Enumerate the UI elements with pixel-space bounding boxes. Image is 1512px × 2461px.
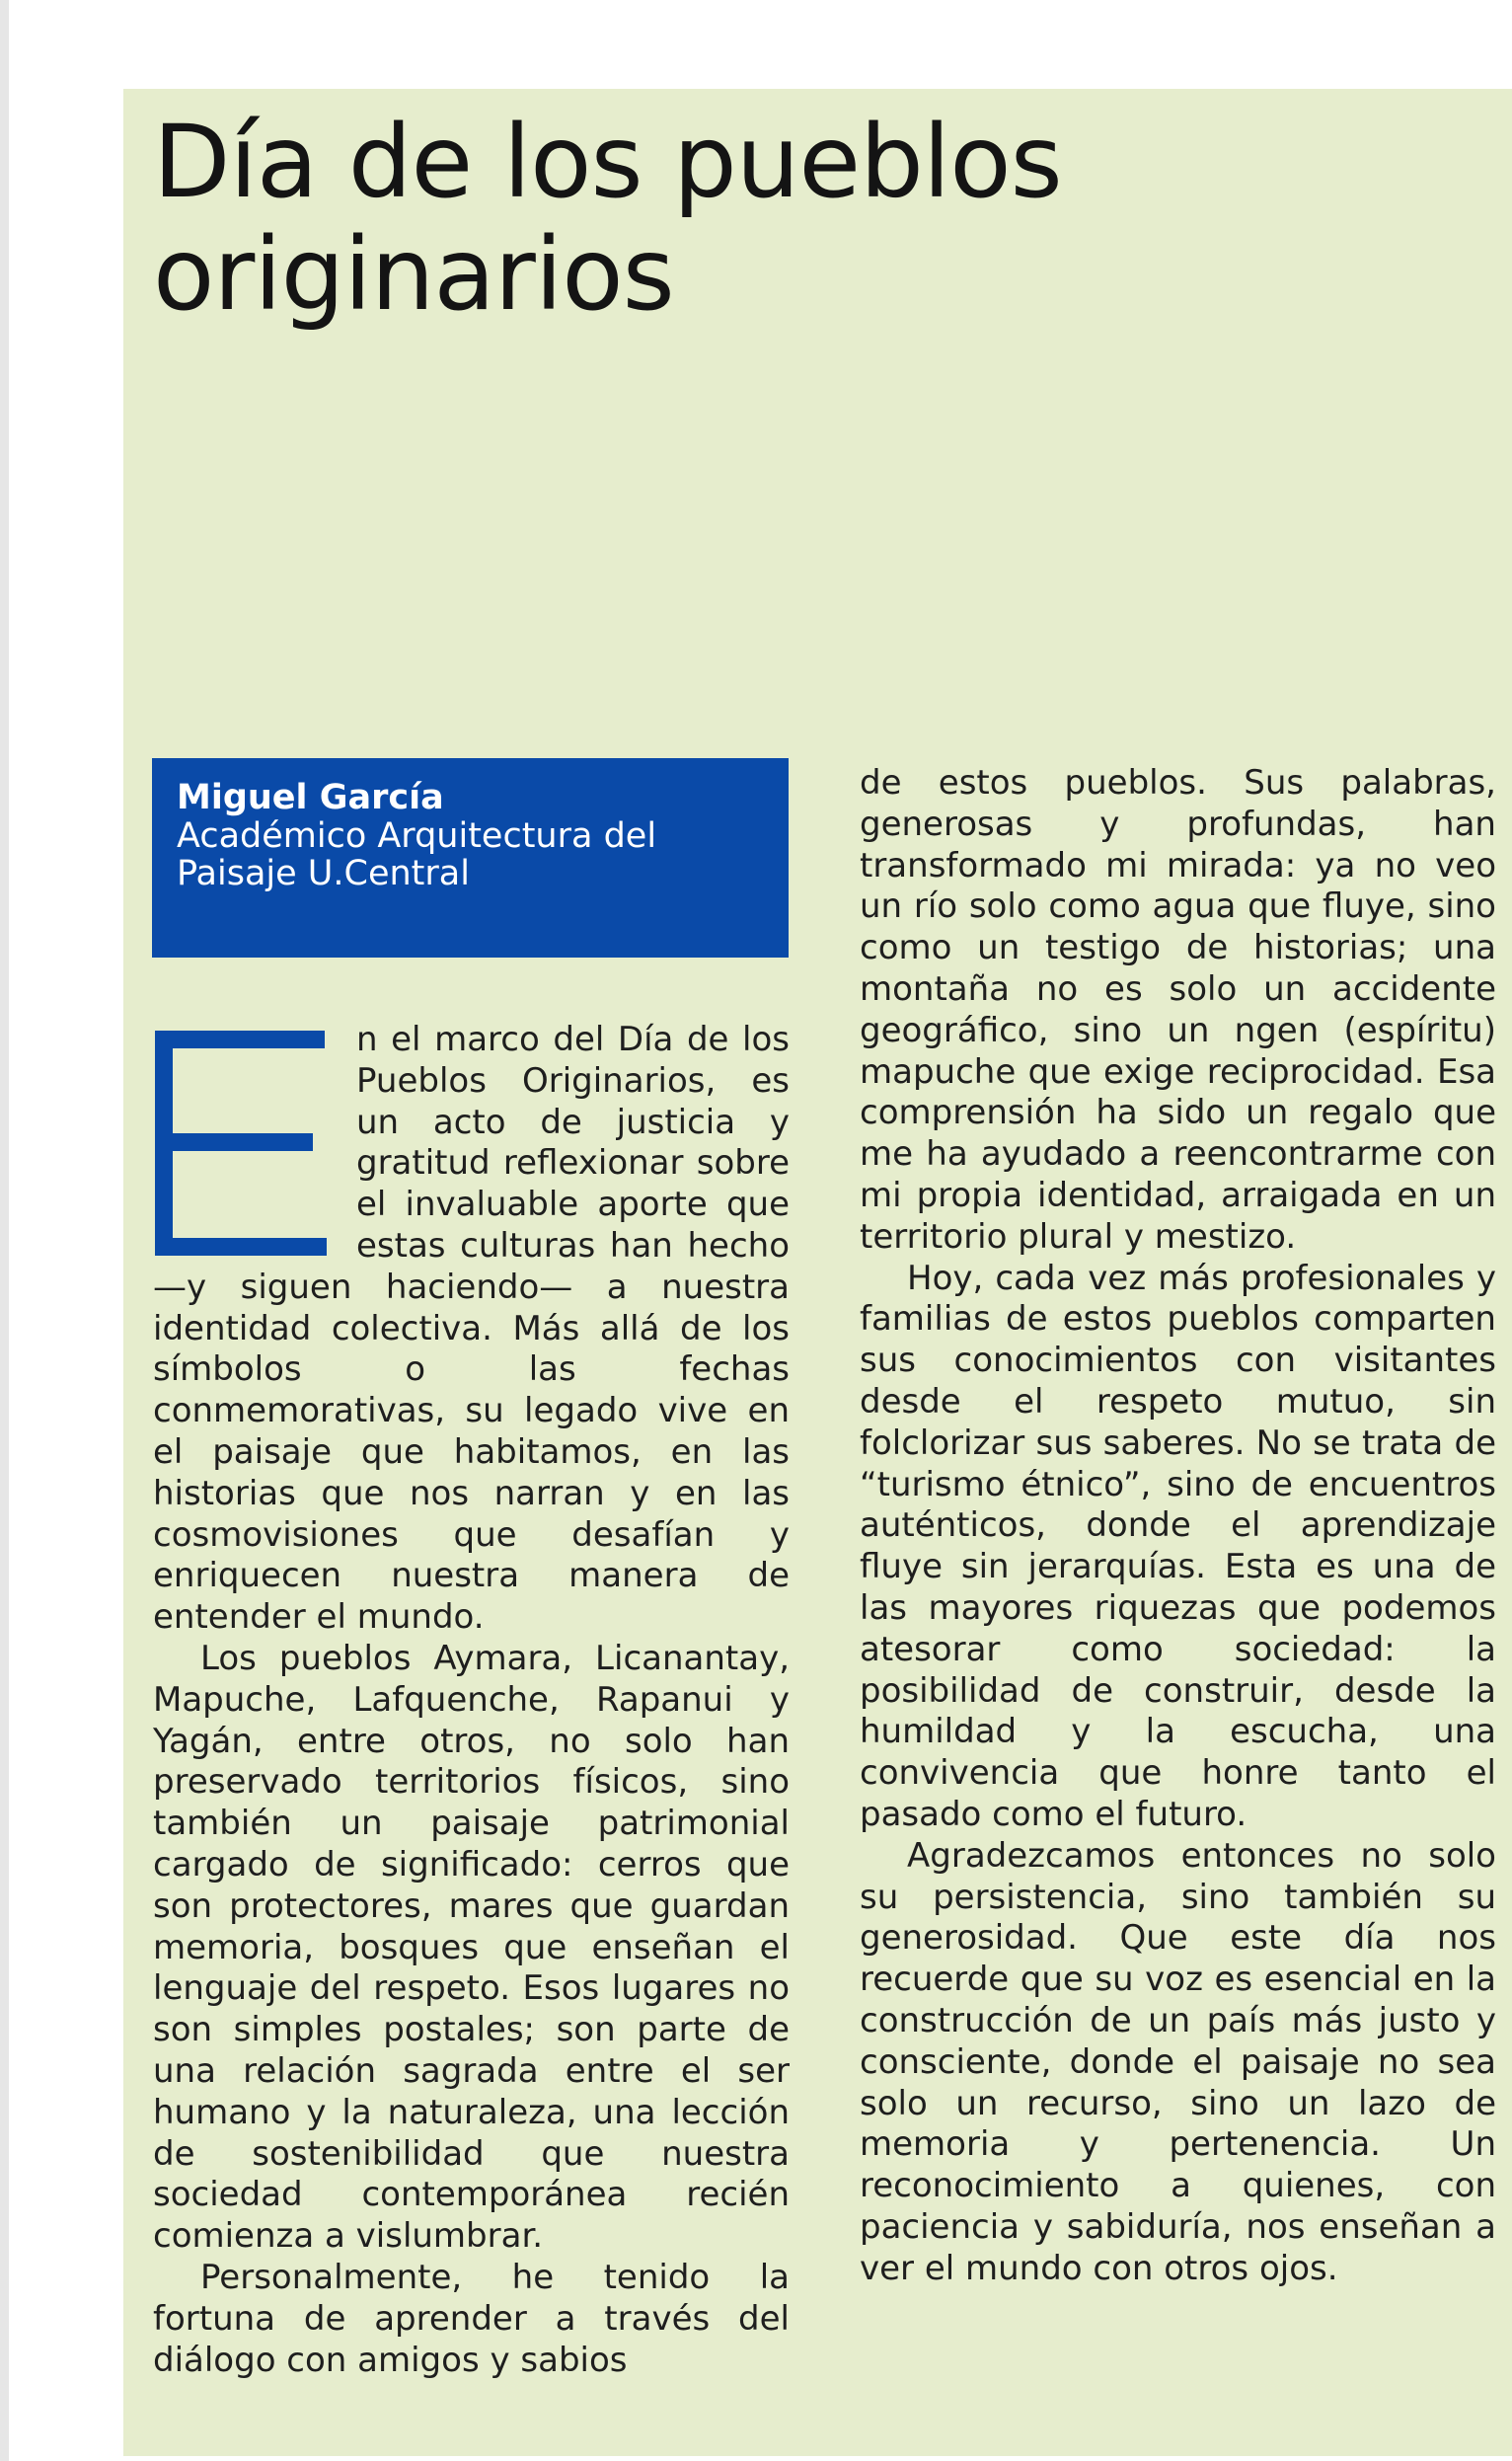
- article-column-left: [153, 1020, 790, 2381]
- drop-cap: [153, 1029, 339, 1258]
- paragraph-4: Hoy, cada vez más profesionales y familias de estos pueblos comparten sus conocimientos con visitantes desde el respeto mutuo, sin folclorizar sus saberes. No se trata de “turismo étnico”, sino de encuentros auténticos, donde el aprendizaje fluye sin jerarquías. Esta es una de las mayores riquezas que podemos atesorar como sociedad: la posibilidad de construir, desde la humildad y la escucha, una convivencia que honre tanto el pasado como el futuro.: [860, 1258, 1496, 1834]
- paragraph-2: Los pueblos Aymara, Licanantay, Mapuche, Lafquenche, Rapanui y Yagán, entre otros, no solo han preservado territorios físicos, sino también un paisaje patrimonial cargado de significado: cerros que son protectores, mares que guardan memoria, bosques que enseñan el lenguaje del respeto. Esos lugares no son simples postales; son parte de una relación sagrada entre el ser humano y la naturaleza, una lección de sostenibilidad que nuestra sociedad contemporánea recién comienza a vislumbrar.: [153, 1638, 790, 2257]
- paragraph-5: Agradezcamos entonces no solo su persistencia, sino también su generosidad. Que este día nos recuerde que su voz es esencial en la construcción de un país más justo y consciente, donde el paisaje no sea solo un recurso, sino un lazo de memoria y pertenencia. Un reconocimiento a quienes, con paciencia y sabiduría, nos enseñan a ver el mundo con otros ojos.: [860, 1835, 1496, 2288]
- author-name: Miguel García: [177, 778, 444, 817]
- author-box: [152, 758, 789, 958]
- paragraph-3-end: de estos pueblos. Sus palabras, generosas y profundas, han transformado mi mirada: ya no veo un río solo como agua que fluye, sino como un testigo de historias; una montaña no es solo un accidente geográfico, sino un ngen (espíritu) mapuche que exige reciprocidad. Esa comprensión ha sido un regalo que me ha ayudado a reencontrarme con mi propia identidad, arraigada en un territorio plural y mestizo.: [860, 763, 1496, 1257]
- paragraph-1: n el marco del Día de los Pueblos Originarios, es un acto de justicia y gratitud reflexionar sobre el invaluable aporte que estas culturas han hecho —y siguen haciendo— a nuestra identidad colectiva. Más allá de los símbolos o las fechas conmemorativas, su legado vive en el paisaje que habitamos, en las historias que nos narran y en las cosmovisiones que desafían y enriquecen nuestra manera de entender el mundo.: [153, 1020, 790, 1638]
- article-column-right: [860, 763, 1496, 2289]
- title-line-2: originarios: [153, 216, 674, 334]
- article-title: [153, 104, 1239, 334]
- paragraph-3-start: Personalmente, he tenido la fortuna de aprender a través del diálogo con amigos y sabios: [153, 2257, 790, 2380]
- author-affiliation: Académico Arquitectura del Paisaje U.Central: [177, 816, 657, 893]
- title-line-1: Día de los pueblos: [153, 104, 1062, 221]
- page-edge-strip: [0, 0, 9, 2461]
